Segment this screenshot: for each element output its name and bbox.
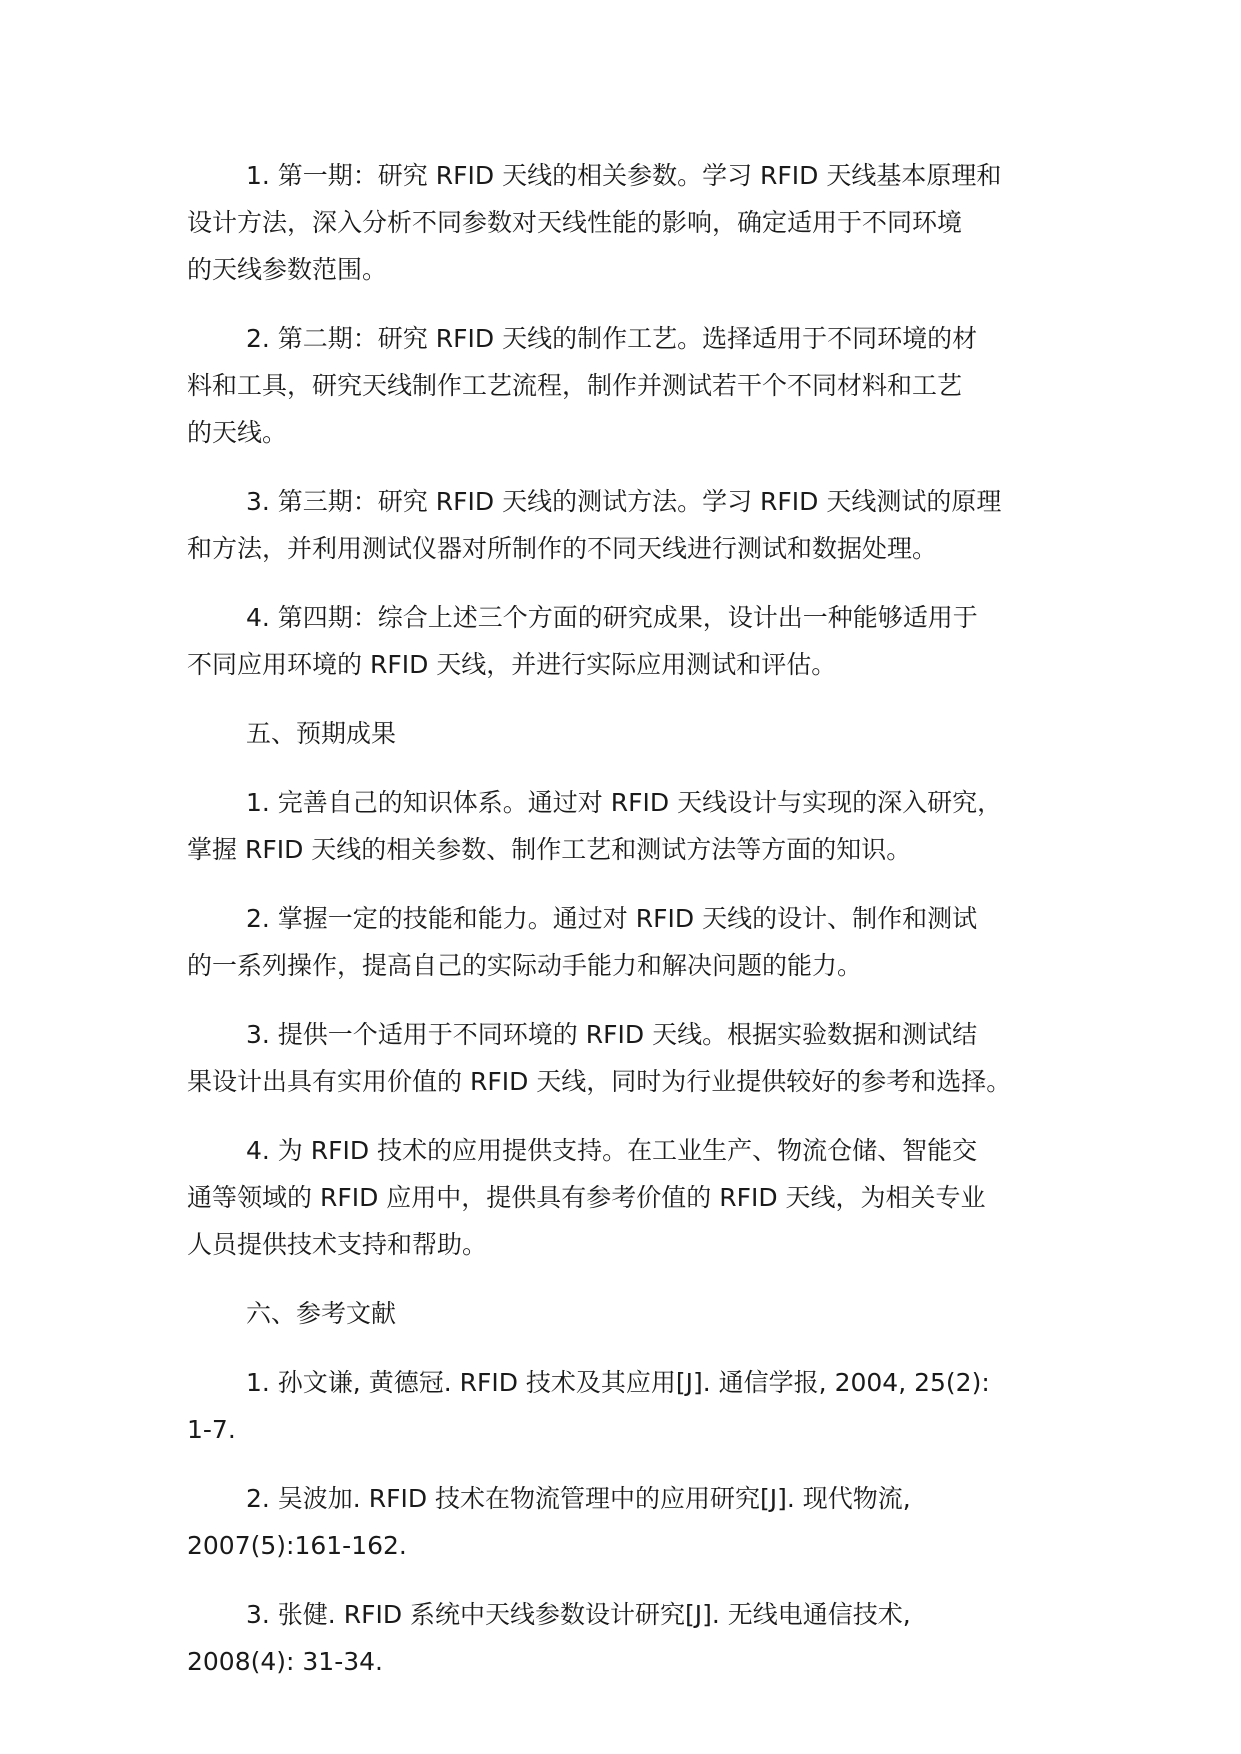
phase-1-paragraph: 1. 第一期：研究 RFID 天线的相关参数。学习 RFID 天线基本原理和 设计方法，深入分析不同参数对天线性能的影响，确定适用于不同环境 的天线参数范围。 (187, 161, 1002, 284)
result-4-paragraph: 4. 为 RFID 技术的应用提供支持。在工业生产、物流仓储、智能交 通等领域的 RFID 应用中，提供具有参考价值的 RFID 天线，为相关专业 人员提供技术支持和帮助。 (187, 1136, 986, 1259)
result-1-paragraph: 1. 完善自己的知识体系。通过对 RFID 天线设计与实现的深入研究， 掌握 RFID 天线的相关参数、制作工艺和测试方法等方面的知识。 (187, 788, 1003, 864)
phase-2-paragraph: 2. 第二期：研究 RFID 天线的制作工艺。选择适用于不同环境的材 料和工具，研究天线制作工艺流程，制作并测试若干个不同材料和工艺 的天线。 (187, 324, 978, 447)
result-2-paragraph: 2. 掌握一定的技能和能力。通过对 RFID 天线的设计、制作和测试 的一系列操作，提高自己的实际动手能力和解决问题的能力。 (187, 904, 978, 980)
section-heading-expected-results: 五、预期成果 (246, 719, 397, 748)
reference-1: 1. 孙文谦, 黄德冠. RFID 技术及其应用[J]. 通信学报, 2004, 25(2): 1-7. (187, 1368, 990, 1444)
reference-3: 3. 张健. RFID 系统中天线参数设计研究[J]. 无线电通信技术, 2008(4): 31-34. (187, 1600, 911, 1676)
section-heading-references: 六、参考文献 (246, 1299, 397, 1328)
phase-3-paragraph: 3. 第三期：研究 RFID 天线的测试方法。学习 RFID 天线测试的原理 和方法，并利用测试仪器对所制作的不同天线进行测试和数据处理。 (187, 487, 1002, 563)
document-body (187, 152, 1087, 1707)
phase-4-paragraph: 4. 第四期：综合上述三个方面的研究成果，设计出一种能够适用于 不同应用环境的 RFID 天线，并进行实际应用测试和评估。 (187, 603, 978, 679)
reference-2: 2. 吴波加. RFID 技术在物流管理中的应用研究[J]. 现代物流, 2007(5):161-162. (187, 1484, 911, 1560)
result-3-paragraph: 3. 提供一个适用于不同环境的 RFID 天线。根据实验数据和测试结 果设计出具有实用价值的 RFID 天线，同时为行业提供较好的参考和选择。 (187, 1020, 1012, 1096)
